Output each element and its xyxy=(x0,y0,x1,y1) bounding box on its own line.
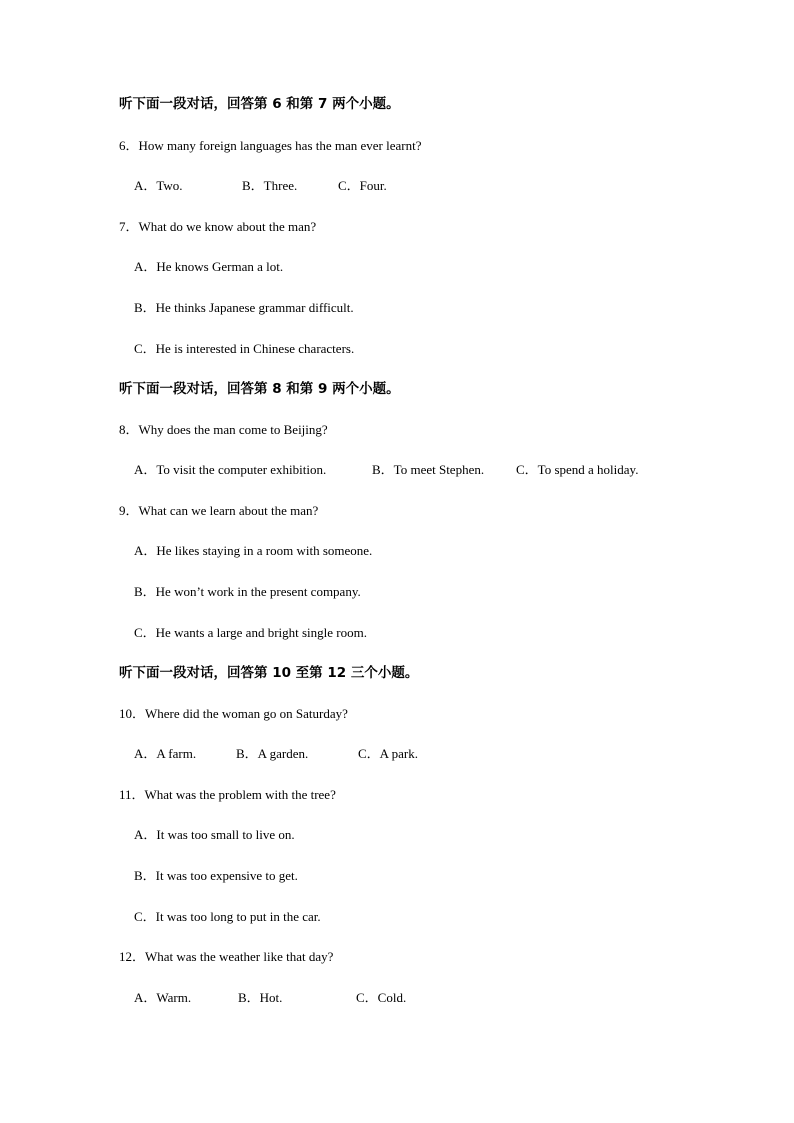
option-b: B．A garden. xyxy=(236,746,309,761)
option-a: A．It was too small to live on. xyxy=(134,827,295,842)
option-c: C．He wants a large and bright single room. xyxy=(134,625,367,640)
option-b: B．Hot. xyxy=(238,990,283,1005)
option-c: C．To spend a holiday. xyxy=(516,462,639,477)
option-b: B．To meet Stephen. xyxy=(372,462,485,477)
option-a: A．A farm. xyxy=(134,746,197,761)
option-c: C．He is interested in Chinese characters. xyxy=(134,341,355,356)
option-b: B．He won’t work in the present company. xyxy=(134,584,361,599)
section-heading: 听下面一段对话，回答第 8 和第 9 两个小题。 xyxy=(119,381,400,397)
question-stem: 11．What was the problem with the tree? xyxy=(119,787,336,802)
question-stem: 10．Where did the woman go on Saturday? xyxy=(119,706,348,721)
question-stem: 8．Why does the man come to Beijing? xyxy=(119,422,328,437)
option-a: A．To visit the computer exhibition. xyxy=(134,462,327,477)
question-stem: 6．How many foreign languages has the man ever learnt? xyxy=(119,138,422,153)
option-b: B．It was too expensive to get. xyxy=(134,868,298,883)
question-stem: 9．What can we learn about the man? xyxy=(119,503,319,518)
option-c: C．Cold. xyxy=(356,990,407,1005)
option-a: A．He likes staying in a room with someone. xyxy=(134,543,373,558)
question-stem: 12．What was the weather like that day? xyxy=(119,949,334,964)
option-c: C．It was too long to put in the car. xyxy=(134,909,321,924)
option-a: A．Warm. xyxy=(134,990,192,1005)
section-heading: 听下面一段对话，回答第 6 和第 7 两个小题。 xyxy=(119,96,400,112)
option-b: B．Three. xyxy=(242,178,298,193)
option-c: C．Four. xyxy=(338,178,387,193)
option-b: B．He thinks Japanese grammar difficult. xyxy=(134,300,354,315)
option-c: C．A park. xyxy=(358,746,418,761)
option-a: A．Two. xyxy=(134,178,183,193)
question-stem: 7．What do we know about the man? xyxy=(119,219,317,234)
section-heading: 听下面一段对话，回答第 10 至第 12 三个小题。 xyxy=(119,665,419,681)
option-a: A．He knows German a lot. xyxy=(134,259,284,274)
